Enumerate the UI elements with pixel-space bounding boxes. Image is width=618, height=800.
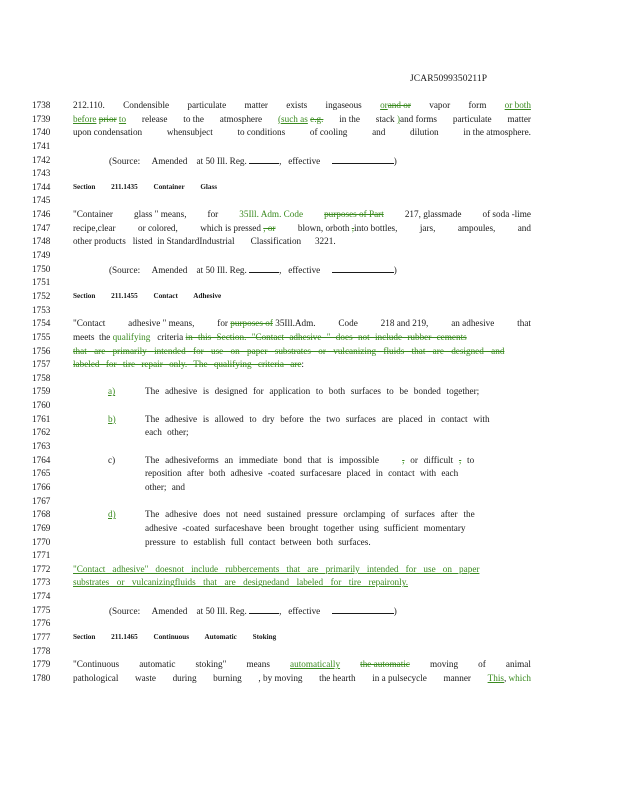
line-text: recipe,clear or colored, which is pressed , or blown, orboth ,into bottles, jars, ampoules, and (73, 222, 531, 233)
item-marker: b) (108, 413, 116, 424)
line-number: 1746 (32, 209, 51, 220)
list-item (0, 454, 618, 468)
line-number: 1773 (32, 577, 51, 588)
blank-field (332, 604, 394, 614)
line-text: "Container glass " means, for 35Ill. Adm. Code purposes of Part 217, glassmade of soda -lime (73, 208, 531, 222)
text-line (0, 194, 618, 208)
inserted-text: "Contact adhesive" doesnot include rubbercements that are primarily intended for use on paper (73, 563, 480, 574)
line-number: 1760 (32, 400, 51, 411)
list-item (0, 413, 618, 427)
text-line (0, 235, 618, 249)
line-text: "Continuous automatic stoking" means automatically the automatic moving of animal (73, 658, 531, 672)
text-line (0, 167, 618, 181)
line-number: 1757 (32, 359, 51, 370)
item-marker: d) (108, 509, 116, 520)
line-number: 1754 (32, 318, 51, 329)
text-line (0, 590, 618, 604)
line-number: 1765 (32, 468, 51, 479)
line-text (73, 563, 531, 577)
line-text: (Source: Amended at 50 Ill. Reg. , effective ) (109, 605, 397, 616)
deleted-text: , (351, 222, 355, 233)
text-line (0, 372, 618, 386)
deleted-text: and or (387, 100, 411, 110)
line-number: 1772 (32, 563, 51, 574)
list-item (0, 508, 618, 522)
text-line (0, 672, 618, 686)
line-number: 1771 (32, 550, 51, 561)
blank-field (249, 263, 279, 273)
inserted-text: or (380, 100, 388, 110)
deleted-text: in this Section. "Contact adhesive " does not include rubber cements (185, 331, 467, 342)
source-note (0, 604, 618, 618)
item-marker: c) (108, 454, 116, 465)
inserted-text: before (73, 113, 97, 124)
line-text: "Contact adhesive " means, for purposes of 35Ill.Adm. Code 218 and 219, an adhesive that (73, 318, 531, 329)
blank-field (332, 154, 394, 164)
line-text (73, 345, 531, 359)
text-line (0, 467, 618, 481)
line-text: (Source: Amended at 50 Ill. Reg. , effective ) (109, 264, 397, 275)
item-text: adhesive -coated surfaceshave been brought together using sufficient momentary (145, 522, 466, 533)
line-number: 1777 (32, 631, 51, 642)
line-number: 1774 (32, 591, 51, 602)
line-number: 1738 (32, 100, 51, 110)
text-line (0, 222, 618, 236)
text-line (0, 358, 618, 372)
inserted-text: or both (504, 100, 531, 110)
line-number: 1769 (32, 522, 51, 533)
text-line (0, 645, 618, 659)
text-line (0, 317, 618, 331)
text-line (0, 304, 618, 318)
text-line (0, 536, 618, 550)
line-number: 1750 (32, 263, 51, 274)
line-text: Section 211.1435 Container Glass (73, 182, 218, 191)
line-number: 1749 (32, 250, 51, 261)
line-number: 1755 (32, 331, 51, 342)
line-number: 1775 (32, 604, 51, 615)
text-line (0, 345, 618, 359)
line-number: 1747 (32, 222, 51, 233)
text-line (0, 481, 618, 495)
text-line (0, 522, 618, 536)
text-line (0, 331, 618, 345)
item-text: The adhesive does not need sustained pressure orclamping of surfaces after the (145, 509, 475, 520)
item-text: each other; (145, 427, 189, 438)
section-heading (0, 290, 618, 304)
line-text: (Source: Amended at 50 Ill. Reg. , effective ) (109, 155, 397, 166)
line-number: 1741 (32, 140, 51, 151)
inserted-text: automatically (290, 659, 341, 670)
line-number: 1740 (32, 127, 51, 138)
line-number: 1763 (32, 441, 51, 452)
line-number: 1739 (32, 113, 51, 124)
line-number: 1767 (32, 495, 51, 506)
section-heading (0, 631, 618, 645)
inserted-text: (such as (277, 113, 308, 124)
line-number: 1748 (32, 236, 51, 247)
source-note (0, 263, 618, 277)
inserted-text: which (508, 672, 531, 683)
text-line (0, 495, 618, 509)
inserted-text: 35Ill. Adm. Code (239, 209, 304, 220)
text-line (0, 276, 618, 290)
list-item (0, 385, 618, 399)
text-line (0, 617, 618, 631)
line-text: other products listed in StandardIndustrial Classification 3221. (73, 236, 336, 247)
deleted-text: , (458, 454, 462, 465)
item-marker: a) (108, 386, 116, 397)
line-number: 1745 (32, 195, 51, 206)
line-number: 1766 (32, 481, 51, 492)
text-line (0, 126, 618, 140)
line-number: 1768 (32, 509, 51, 520)
line-text: labeled for tire repair only. The qualifying criteria are: (73, 359, 304, 370)
line-number: 1758 (32, 372, 51, 383)
deleted-text: that are primarily intended for use on paper substrates or vulcanizing fluids that are designed and (73, 345, 505, 356)
line-number: 1743 (32, 168, 51, 179)
line-number: 1759 (32, 386, 51, 397)
deleted-text: the automatic (360, 659, 410, 670)
section-heading (0, 181, 618, 195)
line-number: 1753 (32, 304, 51, 315)
deleted-text: , or (263, 222, 276, 233)
item-text: reposition after both adhesive -coated surfacesare placed in contact with each (145, 468, 459, 479)
text-line (0, 249, 618, 263)
line-text: upon condensation whensubject to conditions of cooling and dilution in the atmosphere. (73, 127, 531, 138)
line-number: 1779 (32, 659, 51, 670)
document-id: JCAR5099350211P (410, 74, 488, 84)
text-line (0, 399, 618, 413)
blank-field (249, 154, 279, 164)
line-number: 1780 (32, 672, 51, 683)
line-number: 1751 (32, 277, 51, 288)
text-line (0, 440, 618, 454)
line-text: 212.110. Condensible particulate matter exists ingaseous orand or vapor form or both (73, 99, 531, 113)
line-number: 1776 (32, 618, 51, 629)
item-text: The adhesive is allowed to dry before the two surfaces are placed in contact with (145, 413, 490, 424)
line-number: 1756 (32, 345, 51, 356)
inserted-text: ) (396, 113, 401, 124)
deleted-text: prior (98, 113, 117, 124)
item-text: other; and (145, 481, 185, 492)
deleted-text: e.g. (310, 113, 324, 124)
line-text: Section 211.1465 Continuous Automatic Stoking (73, 632, 277, 641)
line-number: 1742 (32, 154, 51, 165)
line-text (73, 576, 531, 590)
text-line (0, 576, 618, 590)
line-number: 1761 (32, 413, 51, 424)
text-line (0, 113, 618, 127)
document-body (0, 99, 618, 686)
line-text: meets the qualifying criteria in this Section. "Contact adhesive " does not include rubber cements (73, 331, 467, 342)
inserted-text: This (487, 672, 504, 683)
line-number: 1764 (32, 454, 51, 465)
text-line (0, 563, 618, 577)
line-text: Section 211.1455 Contact Adhesive (73, 291, 222, 300)
text-line (0, 549, 618, 563)
text-line (0, 658, 618, 672)
text-line (0, 426, 618, 440)
source-note (0, 154, 618, 168)
line-number: 1762 (32, 427, 51, 438)
line-number: 1778 (32, 645, 51, 656)
line-number: 1744 (32, 181, 51, 192)
deleted-text: , (402, 454, 405, 465)
line-text: before prior to release to the atmosphere (such as e.g. in the stack )and forms particulate matter (73, 113, 531, 124)
blank-field (249, 604, 279, 614)
line-number: 1752 (32, 290, 51, 301)
text-line (0, 99, 618, 113)
text-line (0, 140, 618, 154)
inserted-text: to (118, 113, 127, 124)
item-text: The adhesiveforms an immediate bond that is impossible , or difficult , to (145, 454, 475, 465)
deleted-text: labeled for tire repair only. The qualifying criteria are (73, 359, 302, 370)
item-text: The adhesive is designed for application to both surfaces to be bonded together; (145, 386, 480, 397)
item-text: pressure to establish full contact between both surfaces. (145, 536, 371, 547)
line-text: pathological waste during burning , by moving the hearth in a pulsecycle manner This, which (73, 672, 531, 683)
inserted-text: qualifying (112, 331, 151, 342)
line-number: 1770 (32, 536, 51, 547)
blank-field (332, 263, 394, 273)
text-line (0, 208, 618, 222)
deleted-text: purposes of Part (324, 209, 384, 220)
inserted-text: substrates or vulcanizingfluids that are designedand labeled for tire repaironly. (73, 577, 408, 588)
deleted-text: purposes of (230, 318, 273, 329)
